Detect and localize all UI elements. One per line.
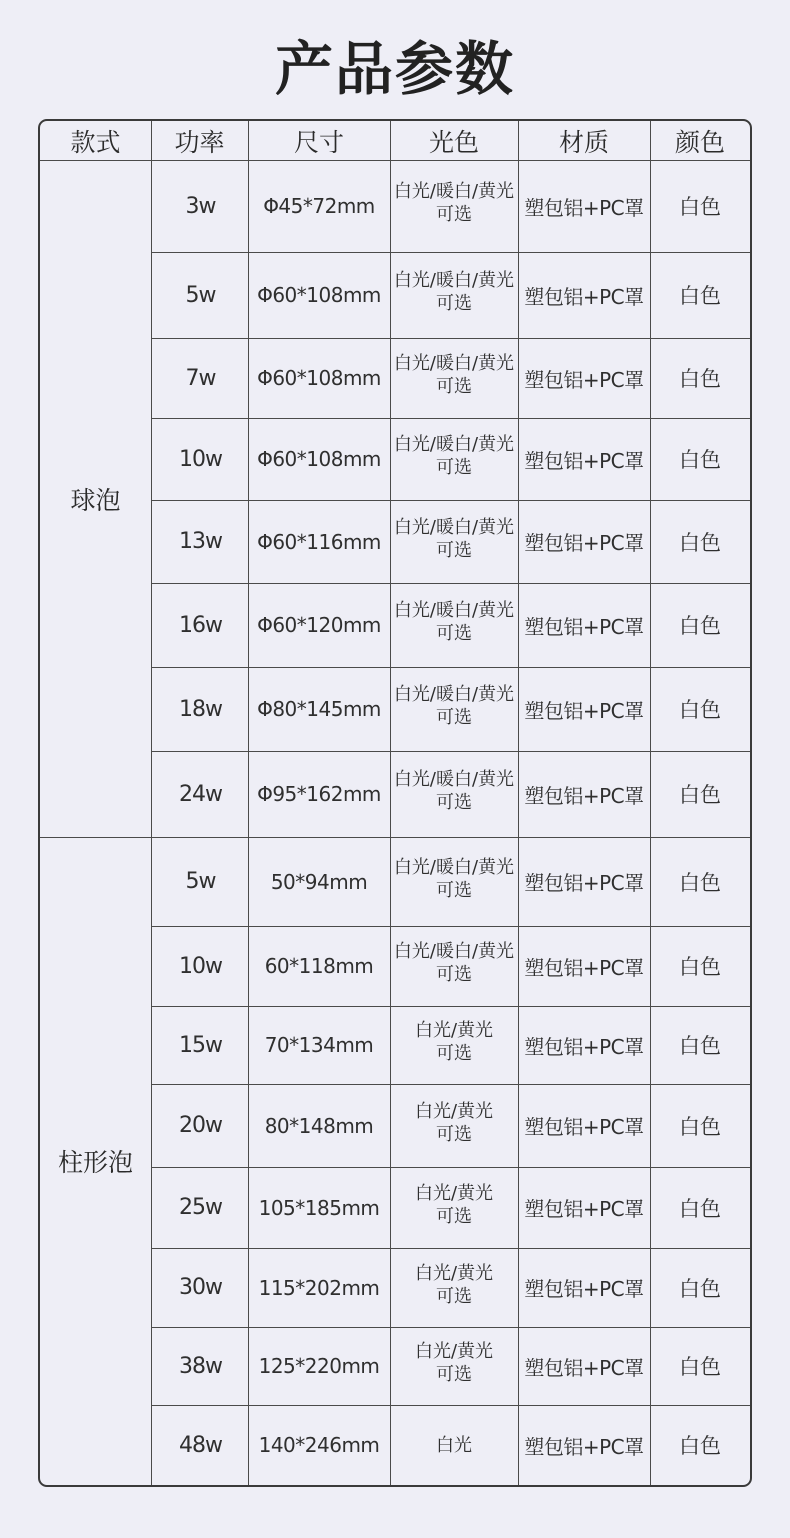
color-cell: 白色 [679, 367, 721, 391]
material-cell: 塑包铝+PC罩 [524, 871, 644, 895]
light-color-options: 白光/暖白/黄光 [393, 684, 515, 705]
row-divider [151, 667, 750, 668]
light-color-options: 白光/暖白/黄光 [393, 769, 515, 790]
power-cell: 25w [179, 1195, 222, 1220]
light-color-cell [390, 748, 518, 834]
size-cell: Φ60*116mm [257, 529, 381, 554]
light-color-note: 可选 [436, 792, 472, 813]
color-cell: 白色 [679, 1196, 721, 1221]
row-divider [151, 1006, 750, 1007]
size-cell: Φ45*72mm [263, 194, 375, 218]
row-divider [151, 1167, 750, 1168]
column-divider [248, 121, 249, 1486]
light-color-cell [390, 1405, 518, 1485]
color-cell: 白色 [679, 284, 721, 308]
size-cell: Φ60*108mm [257, 447, 381, 471]
light-color-note: 可选 [436, 1043, 472, 1064]
power-cell: 18w [179, 696, 222, 722]
power-cell: 16w [179, 612, 222, 638]
light-color-cell [390, 415, 518, 497]
size-cell: 60*118mm [264, 954, 374, 978]
light-color-cell [390, 1245, 518, 1324]
color-cell: 白色 [679, 1034, 721, 1058]
light-color-note: 可选 [436, 707, 472, 728]
light-color-options: 白光/暖白/黄光 [393, 434, 515, 455]
material-cell: 塑包铝+PC罩 [524, 367, 644, 392]
light-color-options: 白光/黄光 [414, 1341, 494, 1362]
row-divider [151, 926, 750, 927]
material-cell: 塑包铝+PC罩 [524, 1197, 644, 1221]
color-cell: 白色 [679, 1434, 721, 1458]
light-color-options: 白光/暖白/黄光 [393, 856, 515, 878]
power-cell: 24w [179, 781, 222, 807]
color-cell: 白色 [679, 955, 721, 979]
color-cell: 白色 [679, 195, 721, 219]
color-cell: 白色 [679, 614, 721, 638]
header-color: 颜色 [674, 127, 725, 157]
header-style: 款式 [70, 127, 121, 157]
light-color-options: 白光/暖白/黄光 [393, 181, 515, 202]
power-cell: 15w [179, 1032, 222, 1058]
light-color-note: 可选 [436, 964, 472, 985]
size-cell: 125*220mm [258, 1354, 380, 1378]
size-cell: Φ95*162mm [257, 782, 381, 806]
size-cell: 105*185mm [258, 1195, 380, 1220]
row-divider [151, 1248, 750, 1249]
light-color-cell [390, 664, 518, 748]
header-light-color: 光色 [428, 127, 479, 157]
color-cell: 白色 [679, 448, 721, 472]
light-color-note: 可选 [436, 1285, 472, 1307]
power-cell: 10w [179, 446, 222, 472]
column-divider [518, 121, 519, 1486]
power-cell: 3w [185, 193, 216, 219]
light-color-note: 可选 [436, 879, 472, 901]
row-divider [151, 338, 750, 339]
column-divider [650, 121, 651, 1486]
light-color-note: 可选 [436, 1205, 472, 1227]
material-cell: 塑包铝+PC罩 [524, 284, 644, 309]
material-cell: 塑包铝+PC罩 [524, 614, 644, 639]
light-color-cell [390, 580, 518, 664]
column-divider [151, 121, 152, 1486]
material-cell: 塑包铝+PC罩 [524, 531, 644, 555]
light-color-cell [390, 249, 518, 335]
power-cell: 38w [179, 1353, 222, 1379]
material-cell: 塑包铝+PC罩 [524, 1034, 644, 1059]
size-cell: 50*94mm [270, 869, 368, 894]
light-color-options: 白光/暖白/黄光 [393, 353, 515, 374]
material-cell: 塑包铝+PC罩 [524, 698, 644, 723]
row-divider [40, 160, 750, 161]
light-color-options: 白光/黄光 [414, 1100, 494, 1122]
size-cell: Φ60*120mm [257, 613, 381, 637]
material-cell: 塑包铝+PC罩 [524, 1434, 644, 1459]
power-cell: 7w [185, 365, 216, 391]
light-color-note: 可选 [436, 623, 472, 644]
color-cell: 白色 [679, 870, 721, 895]
color-cell: 白色 [679, 530, 721, 555]
color-cell: 白色 [679, 1276, 721, 1301]
color-cell: 白色 [679, 783, 721, 807]
column-divider [390, 121, 391, 1486]
row-divider [151, 418, 750, 419]
material-cell: 塑包铝+PC罩 [524, 783, 644, 808]
material-cell: 塑包铝+PC罩 [524, 1115, 644, 1139]
color-cell: 白色 [679, 1355, 721, 1379]
power-cell: 20w [179, 1113, 222, 1138]
light-color-cell [390, 335, 518, 415]
light-color-options: 白光/暖白/黄光 [393, 941, 515, 962]
light-color-cell [390, 834, 518, 923]
material-cell: 塑包铝+PC罩 [524, 1355, 644, 1380]
light-color-cell [390, 1324, 518, 1402]
row-divider [151, 751, 750, 752]
category-cell: 柱形泡 [57, 1148, 133, 1177]
material-cell: 塑包铝+PC罩 [524, 195, 644, 220]
header-power: 功率 [174, 127, 225, 157]
light-color-cell [390, 157, 518, 249]
material-cell: 塑包铝+PC罩 [524, 955, 644, 980]
size-cell: 140*246mm [258, 1433, 380, 1457]
light-color-options: 白光/黄光 [414, 1182, 494, 1204]
light-color-note: 可选 [436, 1364, 472, 1385]
row-divider [151, 583, 750, 584]
power-cell: 48w [179, 1432, 222, 1458]
light-color-options: 白光/黄光 [414, 1020, 494, 1041]
page-title: 产品参数 [274, 35, 515, 103]
spec-table [38, 119, 752, 1487]
power-cell: 5w [185, 282, 216, 308]
size-cell: 80*148mm [264, 1113, 374, 1138]
light-color-options: 白光/黄光 [414, 1262, 494, 1284]
row-divider [151, 1327, 750, 1328]
row-divider [151, 1405, 750, 1406]
light-color-cell [390, 497, 518, 580]
color-cell: 白色 [679, 1114, 721, 1139]
light-color-options: 白光/暖白/黄光 [393, 270, 515, 291]
light-color-cell [390, 1081, 518, 1164]
header-material: 材质 [558, 127, 609, 157]
row-divider [40, 837, 750, 838]
size-cell: 115*202mm [258, 1275, 380, 1300]
color-cell: 白色 [679, 698, 721, 722]
header-size: 尺寸 [293, 127, 344, 157]
light-color-options: 白光/暖白/黄光 [393, 600, 515, 621]
light-color-note: 可选 [436, 204, 472, 225]
light-color-cell [390, 1003, 518, 1081]
power-cell: 5w [185, 869, 216, 894]
category-cell: 球泡 [70, 485, 121, 515]
size-cell: 70*134mm [264, 1033, 374, 1057]
light-color-note: 可选 [436, 293, 472, 314]
row-divider [151, 252, 750, 253]
row-divider [151, 1084, 750, 1085]
size-cell: Φ80*145mm [257, 697, 381, 721]
light-color-note: 可选 [436, 457, 472, 478]
light-color-cell [390, 1164, 518, 1245]
size-cell: Φ60*108mm [257, 366, 381, 390]
light-color-note: 可选 [436, 539, 472, 561]
size-cell: Φ60*108mm [257, 283, 381, 307]
power-cell: 30w [179, 1275, 222, 1300]
light-color-note: 可选 [436, 376, 472, 397]
material-cell: 塑包铝+PC罩 [524, 1277, 644, 1301]
light-color-options: 白光/暖白/黄光 [393, 516, 515, 538]
light-color-options: 白光 [436, 1434, 472, 1456]
light-color-cell [390, 923, 518, 1003]
light-color-note: 可选 [436, 1123, 472, 1145]
material-cell: 塑包铝+PC罩 [524, 448, 644, 473]
row-divider [151, 500, 750, 501]
power-cell: 13w [179, 529, 222, 554]
power-cell: 10w [179, 953, 222, 979]
